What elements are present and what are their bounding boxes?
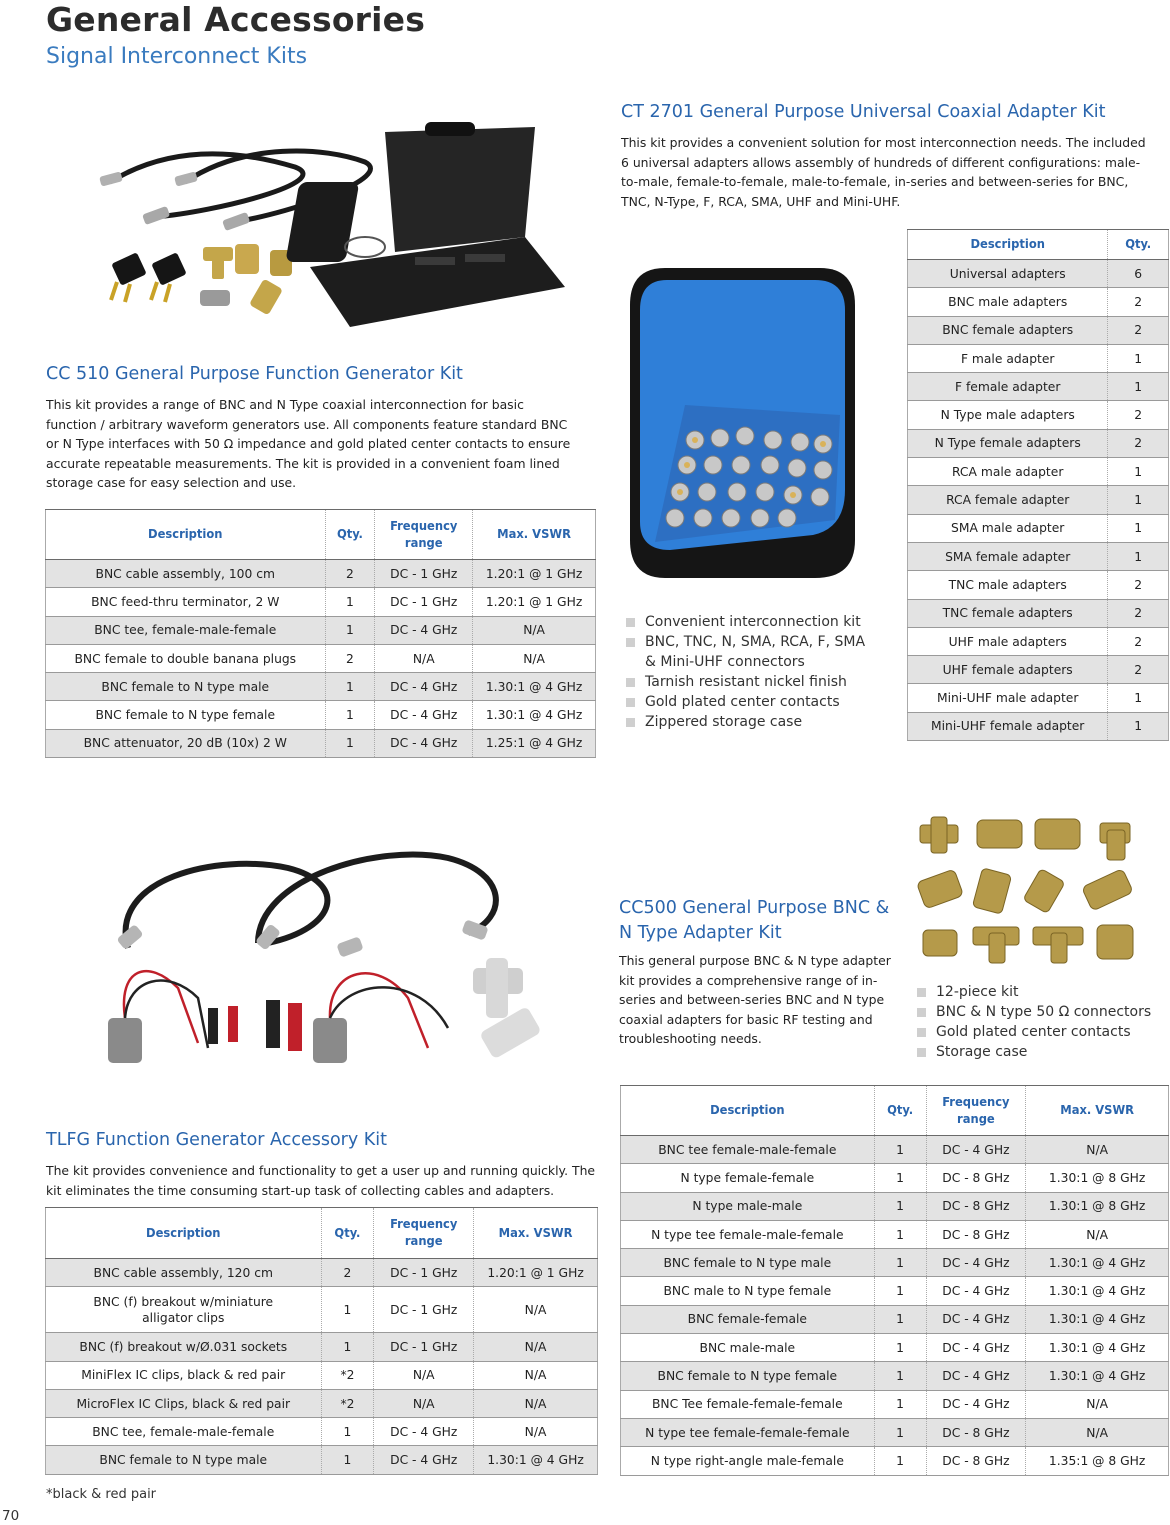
cell-description: N Type female adapters — [908, 429, 1108, 457]
page-title: General Accessories — [46, 0, 426, 39]
column-header: Max. VSWR — [473, 510, 596, 560]
cc500-adapters-image — [915, 815, 1140, 967]
cell-description: BNC male to N type female — [621, 1277, 875, 1305]
footnote: *black & red pair — [46, 1487, 157, 1502]
cell-frequency: DC - 1 GHz — [374, 1287, 474, 1333]
cell-frequency: DC - 8 GHz — [926, 1164, 1026, 1192]
cell-qty: 1 — [325, 701, 375, 729]
column-header: Frequency range — [375, 510, 473, 560]
cell-description: BNC female-female — [621, 1305, 875, 1333]
table-row — [46, 1287, 598, 1333]
ct2701-table — [907, 229, 1169, 741]
ct2701-title: CT 2701 General Purpose Universal Coaxial Adapter Kit — [621, 102, 1106, 122]
table-row — [46, 588, 596, 616]
cell-description: BNC female to double banana plugs — [46, 644, 326, 672]
cell-qty: 1 — [1108, 542, 1169, 570]
cell-qty: 6 — [1108, 260, 1169, 288]
table-row — [908, 486, 1169, 514]
cell-description: N type male-male — [621, 1192, 875, 1220]
column-header: Frequency range — [374, 1208, 474, 1259]
cell-qty: 1 — [321, 1418, 374, 1446]
cell-qty: 1 — [874, 1447, 926, 1475]
cell-frequency: DC - 1 GHz — [375, 588, 473, 616]
feature-item: Convenient interconnection kit — [626, 612, 876, 632]
cell-vswr: 1.30:1 @ 4 GHz — [1026, 1362, 1169, 1390]
cell-frequency: DC - 4 GHz — [374, 1446, 474, 1474]
cc510-description: This kit provides a range of BNC and N Type coaxial interconnection for basic function / arbitrary waveform generators use. All components feature standard BNC or N Type interfaces with 50 Ω impedance and gold plated center contacts to ensure accurate repeatable measurements. The kit is provided in a convenient foam lined storage case for easy selection and use. — [46, 397, 571, 490]
table-row — [908, 373, 1169, 401]
table-row — [621, 1447, 1169, 1475]
cell-qty: 1 — [874, 1249, 926, 1277]
table-row — [621, 1249, 1169, 1277]
feature-item: BNC, TNC, N, SMA, RCA, F, SMA & Mini-UHF connectors — [626, 632, 876, 672]
cell-qty: 2 — [1108, 656, 1169, 684]
cell-frequency: DC - 4 GHz — [375, 616, 473, 644]
cell-qty: 1 — [1108, 458, 1169, 486]
cell-description: BNC female adapters — [908, 316, 1108, 344]
cell-description: Mini-UHF female adapter — [908, 712, 1108, 740]
cell-frequency: DC - 4 GHz — [926, 1249, 1026, 1277]
cell-description: BNC (f) breakout w/Ø.031 sockets — [46, 1333, 322, 1361]
cell-qty: 1 — [1108, 712, 1169, 740]
tlfg-kit-image — [88, 848, 550, 1076]
column-header: Description — [46, 1208, 322, 1259]
cell-frequency: DC - 8 GHz — [926, 1447, 1026, 1475]
tlfg-table — [45, 1207, 598, 1475]
table-header-row — [46, 1208, 598, 1259]
cell-vswr: N/A — [474, 1418, 598, 1446]
cell-qty: 1 — [1108, 486, 1169, 514]
table-row — [908, 401, 1169, 429]
cell-qty: *2 — [321, 1389, 374, 1417]
cell-qty: 1 — [325, 673, 375, 701]
cell-vswr: N/A — [1026, 1136, 1169, 1164]
cell-qty: 1 — [321, 1333, 374, 1361]
cc500-title — [619, 896, 889, 946]
cell-description: SMA male adapter — [908, 514, 1108, 542]
cell-vswr: N/A — [474, 1361, 598, 1389]
cell-qty: 2 — [325, 560, 375, 588]
cell-qty: 1 — [874, 1220, 926, 1248]
cell-frequency: DC - 4 GHz — [375, 673, 473, 701]
cell-vswr: 1.30:1 @ 4 GHz — [473, 701, 596, 729]
cell-vswr: 1.35:1 @ 8 GHz — [1026, 1447, 1169, 1475]
cell-vswr: 1.30:1 @ 4 GHz — [1026, 1305, 1169, 1333]
cell-description: F female adapter — [908, 373, 1108, 401]
table-row — [46, 701, 596, 729]
cell-description: BNC female to N type female — [621, 1362, 875, 1390]
table-row — [908, 429, 1169, 457]
cell-vswr: N/A — [474, 1389, 598, 1417]
table-row — [621, 1305, 1169, 1333]
cell-qty: 1 — [1108, 684, 1169, 712]
cell-description: BNC female to N type female — [46, 701, 326, 729]
table-row — [908, 458, 1169, 486]
cell-frequency: DC - 4 GHz — [926, 1305, 1026, 1333]
cell-vswr: 1.30:1 @ 4 GHz — [1026, 1249, 1169, 1277]
table-row — [908, 599, 1169, 627]
cc500-title-line-1: CC500 General Purpose BNC & — [619, 898, 890, 918]
ct2701-features — [626, 612, 876, 732]
cell-frequency: DC - 1 GHz — [375, 560, 473, 588]
column-header: Qty. — [1108, 230, 1169, 260]
cell-qty: 2 — [1108, 288, 1169, 316]
column-header: Qty. — [874, 1086, 926, 1136]
cell-qty: 1 — [325, 616, 375, 644]
cell-frequency: DC - 4 GHz — [926, 1362, 1026, 1390]
cell-description: BNC tee female-male-female — [621, 1136, 875, 1164]
table-row — [908, 712, 1169, 740]
cell-frequency: DC - 4 GHz — [926, 1334, 1026, 1362]
feature-item: Gold plated center contacts — [626, 692, 876, 712]
table-row — [908, 627, 1169, 655]
table-row — [908, 260, 1169, 288]
cell-description: BNC female to N type male — [621, 1249, 875, 1277]
cell-frequency: DC - 1 GHz — [374, 1259, 474, 1287]
cc510-title: CC 510 General Purpose Function Generator Kit — [46, 364, 463, 384]
table-header-row — [46, 510, 596, 560]
cell-qty: 2 — [1108, 401, 1169, 429]
cell-qty: 2 — [1108, 627, 1169, 655]
cell-frequency: DC - 4 GHz — [926, 1390, 1026, 1418]
cell-frequency: DC - 8 GHz — [926, 1418, 1026, 1446]
cell-qty: 1 — [321, 1287, 374, 1333]
cell-description: N type tee female-male-female — [621, 1220, 875, 1248]
table-row — [621, 1418, 1169, 1446]
cell-vswr: 1.20:1 @ 1 GHz — [473, 588, 596, 616]
cell-vswr: N/A — [1026, 1418, 1169, 1446]
column-header: Description — [46, 510, 326, 560]
tlfg-description: The kit provides convenience and functionality to get a user up and running quickly. The kit eliminates the time consuming start-up task of collecting cables and adapters. — [46, 1163, 596, 1198]
cell-vswr: 1.20:1 @ 1 GHz — [474, 1259, 598, 1287]
table-row — [46, 1333, 598, 1361]
table-row — [46, 1259, 598, 1287]
cell-qty: 2 — [1108, 429, 1169, 457]
cell-description: BNC Tee female-female-female — [621, 1390, 875, 1418]
cell-frequency: DC - 4 GHz — [926, 1136, 1026, 1164]
page-subtitle: Signal Interconnect Kits — [46, 44, 308, 69]
cell-description: BNC male adapters — [908, 288, 1108, 316]
cell-description: BNC feed-thru terminator, 2 W — [46, 588, 326, 616]
table-row — [46, 729, 596, 757]
cell-frequency: DC - 4 GHz — [926, 1277, 1026, 1305]
cell-description: BNC tee, female-male-female — [46, 1418, 322, 1446]
cell-vswr: N/A — [473, 616, 596, 644]
cell-qty: 1 — [874, 1334, 926, 1362]
cc500-title-line-2: N Type Adapter Kit — [619, 923, 782, 943]
cc500-table — [620, 1085, 1169, 1476]
cell-description: SMA female adapter — [908, 542, 1108, 570]
cell-qty: 1 — [874, 1136, 926, 1164]
cell-frequency: DC - 8 GHz — [926, 1220, 1026, 1248]
table-header-row — [621, 1086, 1169, 1136]
cell-qty: 2 — [1108, 316, 1169, 344]
cc500-features — [917, 982, 1167, 1062]
cell-vswr: N/A — [474, 1287, 598, 1333]
cell-description: RCA male adapter — [908, 458, 1108, 486]
table-row — [46, 644, 596, 672]
ct2701-case-image — [625, 260, 860, 585]
cell-qty: 2 — [1108, 571, 1169, 599]
cell-qty: 1 — [874, 1390, 926, 1418]
cell-vswr: N/A — [1026, 1390, 1169, 1418]
table-row — [908, 288, 1169, 316]
column-header: Qty. — [321, 1208, 374, 1259]
cell-qty: 2 — [1108, 599, 1169, 627]
cell-qty: 1 — [874, 1164, 926, 1192]
table-row — [46, 1446, 598, 1474]
cell-description: BNC female to N type male — [46, 1446, 322, 1474]
cell-description: TNC male adapters — [908, 571, 1108, 599]
table-row — [46, 560, 596, 588]
cell-vswr: 1.30:1 @ 4 GHz — [473, 673, 596, 701]
table-row — [621, 1164, 1169, 1192]
cell-description: N Type male adapters — [908, 401, 1108, 429]
table-row — [46, 1361, 598, 1389]
cell-description: MicroFlex IC Clips, black & red pair — [46, 1389, 322, 1417]
cell-description: BNC cable assembly, 120 cm — [46, 1259, 322, 1287]
table-row — [621, 1334, 1169, 1362]
table-row — [621, 1136, 1169, 1164]
cell-frequency: DC - 4 GHz — [375, 729, 473, 757]
tlfg-title: TLFG Function Generator Accessory Kit — [46, 1130, 387, 1150]
table-row — [908, 571, 1169, 599]
table-row — [908, 656, 1169, 684]
table-row — [908, 684, 1169, 712]
cell-description: UHF female adapters — [908, 656, 1108, 684]
cell-description: Universal adapters — [908, 260, 1108, 288]
feature-item: BNC & N type 50 Ω connectors — [917, 1002, 1167, 1022]
cell-description: BNC attenuator, 20 dB (10x) 2 W — [46, 729, 326, 757]
cell-description: N type female-female — [621, 1164, 875, 1192]
cell-vswr: 1.25:1 @ 4 GHz — [473, 729, 596, 757]
table-row — [621, 1277, 1169, 1305]
table-row — [908, 344, 1169, 372]
table-row — [908, 316, 1169, 344]
cc510-table — [45, 509, 596, 758]
cell-qty: 1 — [1108, 373, 1169, 401]
cc500-description: This general purpose BNC & N type adapter kit provides a comprehensive range of in-series and between-series BNC and N type coaxial adapters for basic RF testing and troubleshooting needs. — [619, 953, 891, 1046]
ct2701-description: This kit provides a convenient solution for most interconnection needs. The included 6 universal adapters allows assembly of hundreds of different configurations: male-to-male, female-to-female, male-to-female, in-series and between-series for BNC, TNC, N-Type, F, RCA, SMA, UHF and Mini-UHF. — [621, 135, 1146, 209]
cell-qty: 1 — [874, 1362, 926, 1390]
cell-description: BNC (f) breakout w/miniature alligator clips — [46, 1287, 322, 1333]
table-header-row — [908, 230, 1169, 260]
table-row — [46, 616, 596, 644]
cell-qty: 1 — [325, 588, 375, 616]
column-header: Description — [621, 1086, 875, 1136]
cell-description: N type right-angle male-female — [621, 1447, 875, 1475]
table-row — [46, 673, 596, 701]
cell-description: N type tee female-female-female — [621, 1418, 875, 1446]
table-row — [908, 514, 1169, 542]
cell-description: RCA female adapter — [908, 486, 1108, 514]
cell-vswr: N/A — [474, 1333, 598, 1361]
cell-description: BNC tee, female-male-female — [46, 616, 326, 644]
cell-qty: 1 — [1108, 514, 1169, 542]
cell-description: MiniFlex IC clips, black & red pair — [46, 1361, 322, 1389]
cell-frequency: DC - 1 GHz — [374, 1333, 474, 1361]
cell-frequency: DC - 4 GHz — [375, 701, 473, 729]
cell-frequency: N/A — [375, 644, 473, 672]
cell-vswr: N/A — [473, 644, 596, 672]
cell-vswr: 1.30:1 @ 8 GHz — [1026, 1192, 1169, 1220]
cell-qty: 2 — [321, 1259, 374, 1287]
column-header: Max. VSWR — [474, 1208, 598, 1259]
cell-description: BNC female to N type male — [46, 673, 326, 701]
cell-vswr: 1.30:1 @ 4 GHz — [1026, 1277, 1169, 1305]
table-row — [621, 1362, 1169, 1390]
cell-description: F male adapter — [908, 344, 1108, 372]
table-row — [46, 1418, 598, 1446]
feature-item: Gold plated center contacts — [917, 1022, 1167, 1042]
cell-qty: 1 — [874, 1305, 926, 1333]
cc510-kit-image — [95, 122, 590, 342]
cell-frequency: DC - 4 GHz — [374, 1418, 474, 1446]
cell-vswr: 1.30:1 @ 4 GHz — [1026, 1334, 1169, 1362]
cell-vswr: N/A — [1026, 1220, 1169, 1248]
table-row — [621, 1390, 1169, 1418]
page-number: 70 — [2, 1508, 20, 1524]
column-header: Qty. — [325, 510, 375, 560]
feature-item: Zippered storage case — [626, 712, 876, 732]
column-header: Max. VSWR — [1026, 1086, 1169, 1136]
feature-item: Tarnish resistant nickel finish — [626, 672, 876, 692]
table-row — [908, 542, 1169, 570]
cell-qty: 1 — [1108, 344, 1169, 372]
cell-qty: 2 — [325, 644, 375, 672]
cell-frequency: N/A — [374, 1361, 474, 1389]
cell-qty: *2 — [321, 1361, 374, 1389]
cell-vswr: 1.30:1 @ 4 GHz — [474, 1446, 598, 1474]
cell-vswr: 1.20:1 @ 1 GHz — [473, 560, 596, 588]
column-header: Description — [908, 230, 1108, 260]
table-row — [46, 1389, 598, 1417]
cell-vswr: 1.30:1 @ 8 GHz — [1026, 1164, 1169, 1192]
cell-description: TNC female adapters — [908, 599, 1108, 627]
feature-item: 12-piece kit — [917, 982, 1167, 1002]
cell-frequency: DC - 8 GHz — [926, 1192, 1026, 1220]
cell-description: BNC male-male — [621, 1334, 875, 1362]
cell-qty: 1 — [325, 729, 375, 757]
cell-qty: 1 — [874, 1418, 926, 1446]
feature-item: Storage case — [917, 1042, 1167, 1062]
cell-qty: 1 — [874, 1277, 926, 1305]
cell-qty: 1 — [874, 1192, 926, 1220]
cell-frequency: N/A — [374, 1389, 474, 1417]
cell-description: Mini-UHF male adapter — [908, 684, 1108, 712]
cell-description: BNC cable assembly, 100 cm — [46, 560, 326, 588]
column-header: Frequency range — [926, 1086, 1026, 1136]
cell-description: UHF male adapters — [908, 627, 1108, 655]
table-row — [621, 1220, 1169, 1248]
cell-qty: 1 — [321, 1446, 374, 1474]
table-row — [621, 1192, 1169, 1220]
